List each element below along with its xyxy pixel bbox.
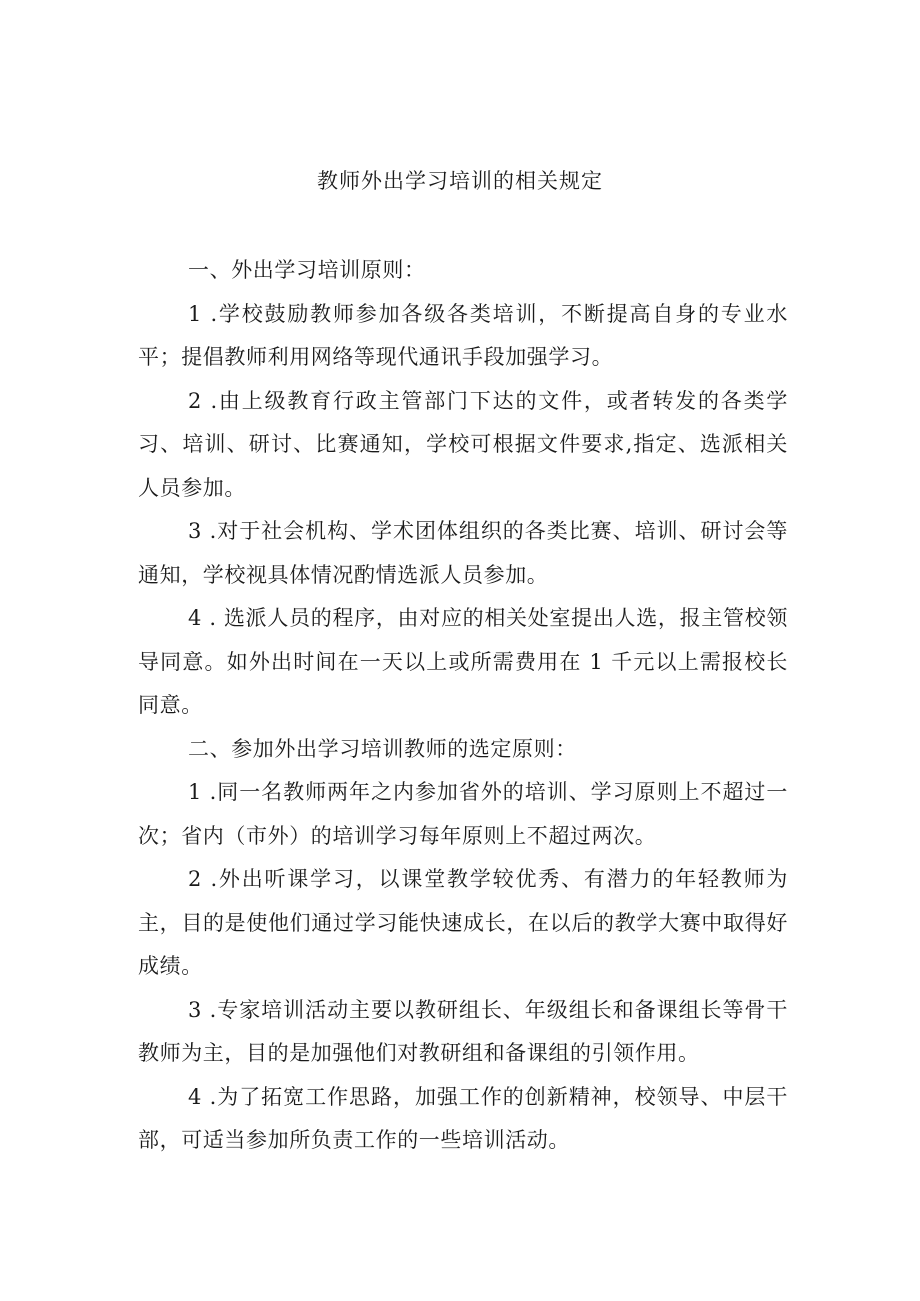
section-1-item-2: 2 .由上级教育行政主管部门下达的文件，或者转发的各类学习、培训、研讨、比赛通知，学校可根据文件要求,指定、选派相关人员参加。 <box>138 388 788 500</box>
section-2-item-1: 1 .同一名教师两年之内参加省外的培训、学习原则上不超过一次；省内（市外）的培训学习每年原则上不超过两次。 <box>138 780 788 848</box>
section-1-item-3: 3 .对于社会机构、学术团体组织的各类比赛、培训、研讨会等通知，学校视具体情况酌情选派人员参加。 <box>138 519 788 587</box>
section-2-heading: 二、参加外出学习培训教师的选定原则： <box>188 736 577 761</box>
section-2-item-4: 4 .为了拓宽工作思路，加强工作的创新精神，校领导、中层干部，可适当参加所负责工作的一些培训活动。 <box>138 1084 788 1152</box>
section-2-item-3: 3 .专家培训活动主要以教研组长、年级组长和备课组长等骨干教师为主，目的是加强他们对教研组和备课组的引领作用。 <box>138 997 788 1065</box>
document-title: 教师外出学习培训的相关规定 <box>317 169 603 193</box>
section-1-item-4: 4 . 选派人员的程序，由对应的相关处室提出人选，报主管校领导同意。如外出时间在一天以上或所需费用在 1 千元以上需报校长同意。 <box>138 606 788 717</box>
document-body <box>138 249 788 1163</box>
section-2-item-2: 2 .外出听课学习，以课堂教学较优秀、有潜力的年轻教师为主，目的是使他们通过学习能快速成长，在以后的教学大赛中取得好成绩。 <box>138 867 788 978</box>
section-1-heading: 一、外出学习培训原则： <box>188 258 426 282</box>
section-1-item-1: 1 .学校鼓励教师参加各级各类培训，不断提高自身的专业水平；提倡教师利用网络等现代通讯手段加强学习。 <box>138 301 788 369</box>
